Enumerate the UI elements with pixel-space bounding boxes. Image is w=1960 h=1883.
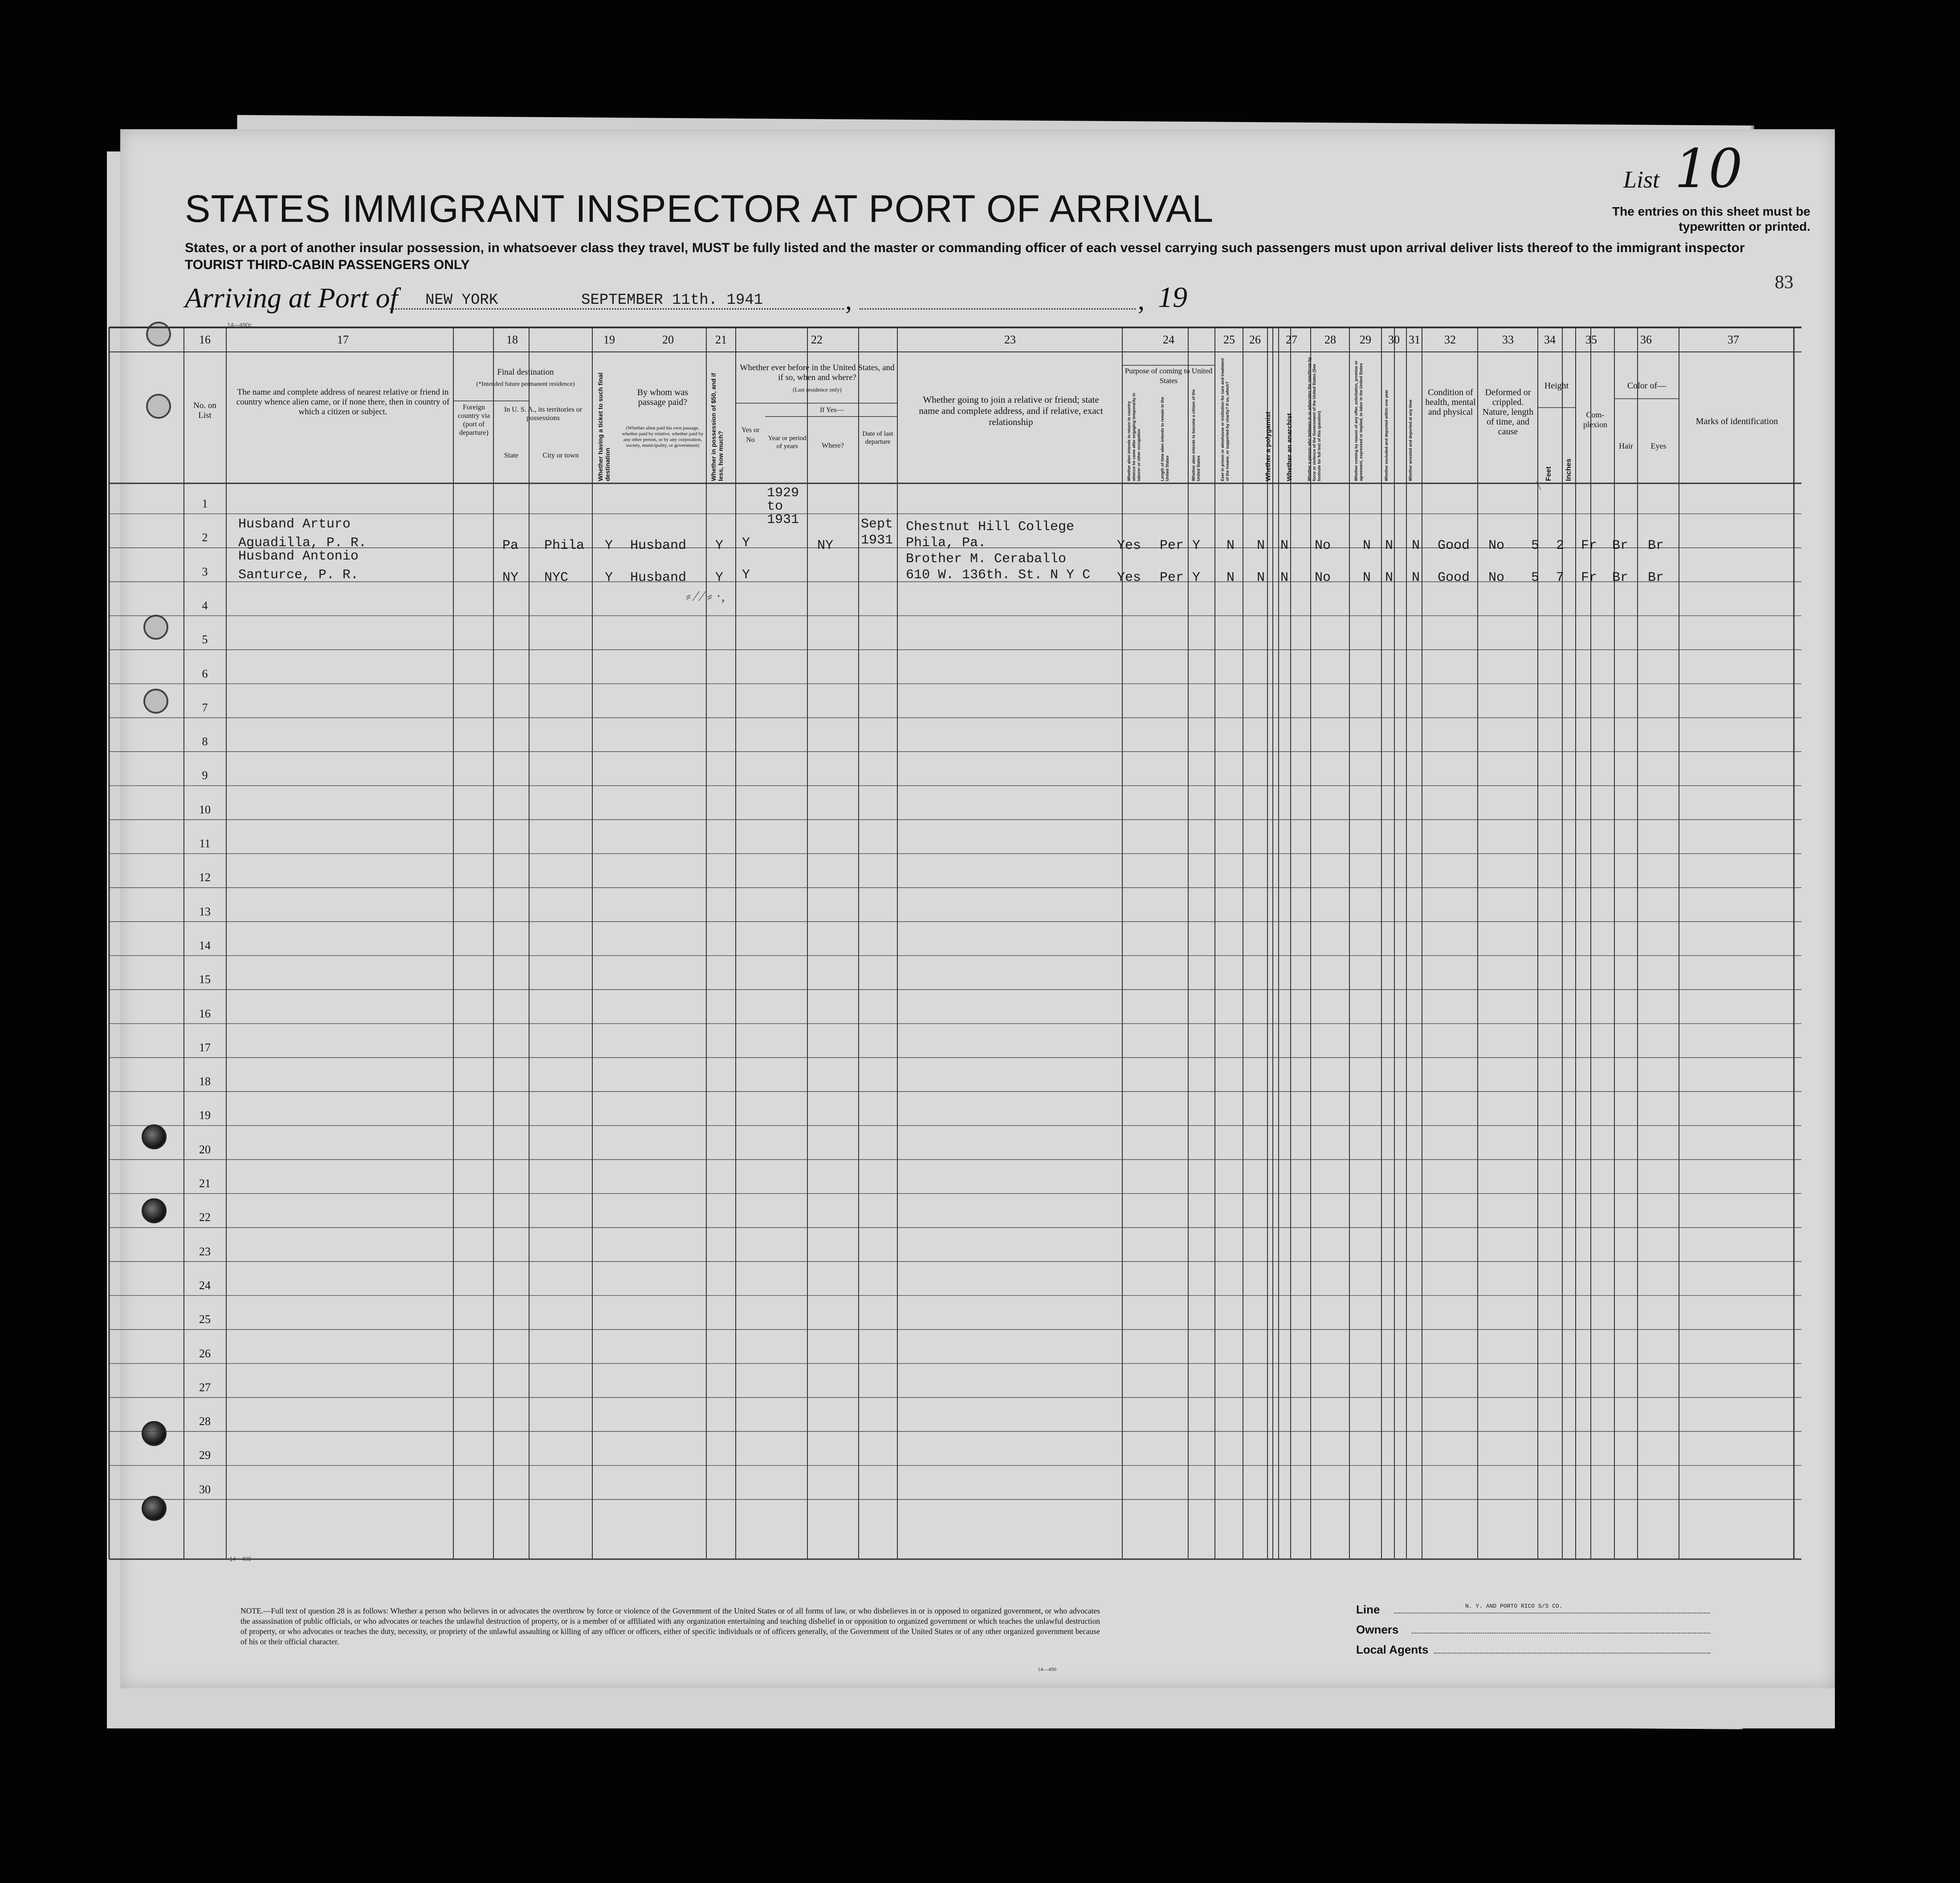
- column-number: 25: [1223, 333, 1235, 346]
- col21-header: Whether in possession of $50, and if less, how much?: [710, 373, 724, 481]
- fifty-dollars-answer: Y: [715, 538, 724, 553]
- row-number: 4: [202, 599, 208, 612]
- form-title: STATES IMMIGRANT INSPECTOR AT PORT OF ARRIVAL: [185, 188, 1214, 230]
- prison-answer: N: [1227, 538, 1235, 553]
- col18-note: (*Intended future permanent residence): [476, 381, 575, 388]
- column-number: 37: [1728, 333, 1739, 346]
- joining-address: Phila, Pa.: [906, 535, 986, 551]
- years-in-us: to: [767, 499, 783, 514]
- row-number: 3: [202, 565, 208, 578]
- row-number: 18: [199, 1075, 211, 1088]
- col23-header: Whether going to join a relative or friend; state name and complete address, and if relative, exact relationship: [919, 394, 1103, 427]
- height-feet: 5: [1531, 570, 1540, 585]
- row-number: 28: [199, 1415, 211, 1428]
- row-number: 14: [199, 939, 211, 952]
- col22-note: (Last residence only): [793, 386, 842, 393]
- previous-residence: NY: [817, 538, 834, 553]
- col17-header: The name and complete address of nearest relative or friend in country whence alien came, or if none there, then in country of which a citizen or subject.: [236, 388, 450, 417]
- column-number: 22: [811, 333, 823, 346]
- anarchist-answer: N: [1280, 570, 1289, 585]
- hair-color: Br: [1612, 570, 1629, 585]
- row-number: 10: [199, 803, 211, 816]
- row-number: 19: [199, 1109, 211, 1122]
- complexion: Fr: [1581, 570, 1597, 585]
- column-number: 32: [1444, 333, 1456, 346]
- relative-address: Aguadilla, P. R.: [238, 535, 367, 551]
- years-in-us: 1931: [767, 512, 799, 527]
- hair-color: Br: [1612, 538, 1629, 553]
- passenger-class-note: TOURIST THIRD-CABIN PASSENGERS ONLY: [185, 257, 470, 272]
- ticket-answer: Y: [605, 570, 613, 585]
- column-number: 33: [1502, 333, 1514, 346]
- height-inches: 7: [1556, 570, 1565, 585]
- col22-date: Date of last departure: [862, 430, 893, 445]
- col34-feet: Feet: [1545, 466, 1553, 481]
- departure-date: Sept: [861, 517, 893, 532]
- polygamist-answer: N: [1257, 570, 1265, 585]
- col27-header: Whether an anarchist: [1286, 413, 1293, 481]
- entries-note: The entries on this sheet must be typewritten or printed.: [1612, 204, 1810, 233]
- joining-relative: Chestnut Hill College: [906, 519, 1075, 535]
- joining-relative: Brother M. Ceraballo: [906, 551, 1067, 567]
- row-number: 9: [202, 769, 208, 782]
- height-inches: 2: [1556, 538, 1565, 553]
- height-feet: 5: [1531, 538, 1540, 553]
- date-value: SEPTEMBER 11th. 1941: [581, 292, 763, 309]
- citizen-intent: Y: [1192, 570, 1201, 585]
- relative-name: Husband Arturo: [238, 517, 351, 532]
- deformed-answer: No: [1488, 570, 1505, 585]
- destination-city: NYC: [544, 570, 569, 585]
- question-31-answer: N: [1412, 570, 1420, 585]
- citizen-intent: Y: [1192, 538, 1201, 553]
- column-number: 36: [1640, 333, 1652, 346]
- relative-name: Husband Antonio: [238, 549, 359, 564]
- year-prefix: 19: [1158, 281, 1187, 314]
- length-of-stay: Per: [1160, 538, 1184, 553]
- form-code-note: 14—490: [1038, 1666, 1056, 1672]
- question-30-answer: N: [1385, 570, 1394, 585]
- question-31-answer: N: [1412, 538, 1420, 553]
- owners-underline: [1412, 1633, 1710, 1634]
- destination-city: Phila: [544, 538, 585, 553]
- column-number: 21: [715, 333, 727, 346]
- col36-hair: Hair: [1619, 441, 1633, 450]
- form-code-bottom: 14—490: [229, 1556, 252, 1562]
- eye-color: Br: [1648, 538, 1664, 553]
- row-number: 26: [199, 1347, 211, 1360]
- fifty-dollars-answer: Y: [715, 570, 724, 585]
- col19-header: Whether having a ticket to such final destination: [597, 372, 611, 481]
- col36-eyes: Eyes: [1650, 441, 1667, 450]
- destination-state: Pa: [502, 538, 519, 553]
- col22-header: Whether ever before in the United States, and if so, when and where?: [740, 363, 895, 382]
- row-number: 17: [199, 1041, 211, 1054]
- col33-header: Deformed or crippled. Nature, length of time, and cause: [1482, 388, 1534, 437]
- col29-header: Whether coming by reason of any offer, solicitation, promise or agreement, expressed or implied, to labor in the United States: [1354, 360, 1363, 481]
- row-number: 21: [199, 1177, 211, 1190]
- col20-note: (Whether alien paid his own passage, whether paid by relative, whether paid by any other person, or by any corporation, society, municipality, or government): [622, 425, 704, 448]
- question-29-answer: N: [1363, 538, 1371, 553]
- row-number: 27: [199, 1381, 211, 1394]
- column-number: 35: [1585, 333, 1597, 346]
- column-number: 27: [1286, 333, 1297, 346]
- column-number: 19: [603, 333, 615, 346]
- comma: ,: [1138, 286, 1145, 315]
- question-28-answer: No: [1315, 538, 1331, 553]
- row-number: 29: [199, 1449, 211, 1462]
- polygamist-answer: N: [1257, 538, 1265, 553]
- eye-color: Br: [1648, 570, 1664, 585]
- return-intent: Yes: [1117, 570, 1141, 585]
- row-number: 24: [199, 1278, 211, 1292]
- col22-if-yes: If Yes—: [819, 406, 844, 414]
- question-28-answer: No: [1315, 570, 1331, 585]
- prison-answer: N: [1227, 570, 1235, 585]
- column-number: 29: [1360, 333, 1371, 346]
- col18-city: City or town: [542, 452, 579, 459]
- grid-tick: [1536, 481, 1541, 490]
- column-number: 26: [1249, 333, 1261, 346]
- return-intent: Yes: [1117, 538, 1141, 553]
- col26-header: Whether a polygamist: [1264, 412, 1272, 481]
- row-number: 5: [202, 633, 208, 646]
- col18-subheader: In U. S. A., its territories or possessions: [504, 406, 583, 422]
- col35-header: Com-plexion: [1583, 410, 1607, 429]
- row-number: 12: [199, 871, 211, 884]
- page-number: 83: [1775, 272, 1793, 293]
- local-agents-label: Local Agents: [1356, 1643, 1429, 1656]
- column-number: 17: [337, 333, 349, 346]
- col32-header: Condition of health, mental and physical: [1425, 388, 1476, 417]
- list-number: 10: [1675, 138, 1743, 200]
- row-number: 25: [199, 1313, 211, 1326]
- column-number: 16: [199, 333, 211, 346]
- column-number: 20: [662, 333, 674, 346]
- col18-foreign: Foreign country via (port of departure): [457, 404, 490, 437]
- previously-in-us: Y: [742, 568, 750, 583]
- col34-inches: Inches: [1565, 458, 1573, 481]
- question-28-footnote: NOTE.—Full text of question 28 is as follows: Whether a person who believes in or advocates the overthrow by force or violence of the Government of the United States or of all forms of law, or who disbelieves in or is opposed to organized government, or who advocates the assassination of public officials, or who advocates or teaches the unlawful destruction of property, or is a member of or affiliated with any organization entertaining and teaching disbelief in or opposition to organized government or which teaches the unlawful destruction of property, or who advocates or teaches the duty, necessity, or propriety of the unlawful assaulting or killing of any officer or officers, either of specific individuals or of officers generally, of the Government of the United States or of any other organized government because of his or their official character.: [240, 1606, 1100, 1646]
- column-number: 24: [1163, 333, 1174, 346]
- column-number: 23: [1004, 333, 1016, 346]
- passage-paid-by: Husband: [630, 570, 687, 585]
- column-number: 28: [1324, 333, 1336, 346]
- form-subtitle: States, or a port of another insular possession, in whatsoever class they travel, MUST be fully listed and the master or commanding officer of each vessel carrying such passengers must upon arrival deliver lists thereof to the immigrant inspector: [185, 241, 1745, 255]
- relative-address: Santurce, P. R.: [238, 568, 359, 583]
- col31-header: Whether arrested and deported at any time: [1408, 399, 1413, 481]
- column-number: 31: [1409, 333, 1420, 346]
- owners-label: Owners: [1356, 1623, 1399, 1636]
- row-number: 11: [199, 837, 211, 850]
- column-number: 30: [1388, 333, 1400, 346]
- col18-state: State: [504, 452, 518, 459]
- row-number: 30: [199, 1483, 211, 1496]
- col22-yes-no: Yes or No: [741, 426, 760, 444]
- deformed-answer: No: [1488, 538, 1505, 553]
- row-number: 23: [199, 1245, 211, 1258]
- years-in-us: 1929: [767, 486, 799, 501]
- health-condition: Good: [1438, 538, 1470, 553]
- col25-header: Ever in prison or almshouse or institution for care and treatment of the insane, or supported by charity? If so, which?: [1220, 358, 1230, 481]
- col22-where: Where?: [822, 442, 844, 449]
- row-number: 16: [199, 1007, 211, 1020]
- previously-in-us: Y: [742, 535, 750, 551]
- anarchist-answer: N: [1280, 538, 1289, 553]
- departure-date: 1931: [861, 533, 893, 548]
- row-number: 2: [202, 531, 208, 544]
- col24-header: Purpose of coming to United States: [1125, 367, 1213, 385]
- row-number: 13: [199, 905, 211, 918]
- column-number: 18: [506, 333, 518, 346]
- comma: ,: [845, 286, 852, 315]
- complexion: Fr: [1581, 538, 1597, 553]
- col36-header: Color of—: [1627, 381, 1667, 391]
- arriving-label: Arriving at Port of: [185, 282, 398, 314]
- line-label: Line: [1356, 1603, 1380, 1616]
- destination-state: NY: [502, 570, 519, 585]
- col30-header: Whether excluded and deported within one year: [1384, 389, 1389, 481]
- col20-header: By whom was passage paid?: [637, 388, 689, 407]
- col28-header: Whether a person who believes in or advocates the overthrow by force or violence of the Government of the United States (See footnote for full text of this question): [1307, 357, 1321, 481]
- passage-paid-by: Husband: [630, 538, 687, 553]
- question-30-answer: N: [1385, 538, 1394, 553]
- list-label: List: [1623, 166, 1660, 193]
- col24-sub-a: Whether alien intends to return to country whence he came after engaging temporarily in laborer or other occupation: [1127, 392, 1141, 481]
- ticket-answer: Y: [605, 538, 613, 553]
- row-number: 7: [202, 701, 208, 714]
- row-number: 20: [199, 1143, 211, 1156]
- col24-sub-b: Length of time alien intends to remain in the United States: [1160, 396, 1169, 481]
- pencil-scrawl: ⸗ ⁄ ⁄ ⸗ ·,: [686, 588, 725, 605]
- col34-header: Height: [1544, 381, 1569, 391]
- row-number: 8: [202, 735, 208, 748]
- agents-underline: [1434, 1653, 1710, 1654]
- col18-header: Final destination: [497, 368, 554, 377]
- row-number: 1: [202, 497, 208, 510]
- col16-header: No. on List: [193, 401, 216, 420]
- col37-header: Marks of identification: [1695, 417, 1778, 426]
- form-code-top: 14—490c: [227, 322, 252, 328]
- line-value: N. Y. AND PORTO RICO S/S CO.: [1465, 1603, 1563, 1609]
- length-of-stay: Per: [1160, 570, 1184, 585]
- column-number: 34: [1544, 333, 1556, 346]
- col22-year: Year or period of years: [768, 435, 807, 450]
- row-number: 6: [202, 667, 208, 680]
- joining-address: 610 W. 136th. St. N Y C: [906, 568, 1091, 583]
- port-value: NEW YORK: [425, 292, 498, 309]
- row-number: 22: [199, 1211, 211, 1224]
- question-29-answer: N: [1363, 570, 1371, 585]
- row-number: 15: [199, 973, 211, 986]
- health-condition: Good: [1438, 570, 1470, 585]
- col24-sub-c: Whether alien intends to become a citizen of the United States: [1191, 389, 1201, 481]
